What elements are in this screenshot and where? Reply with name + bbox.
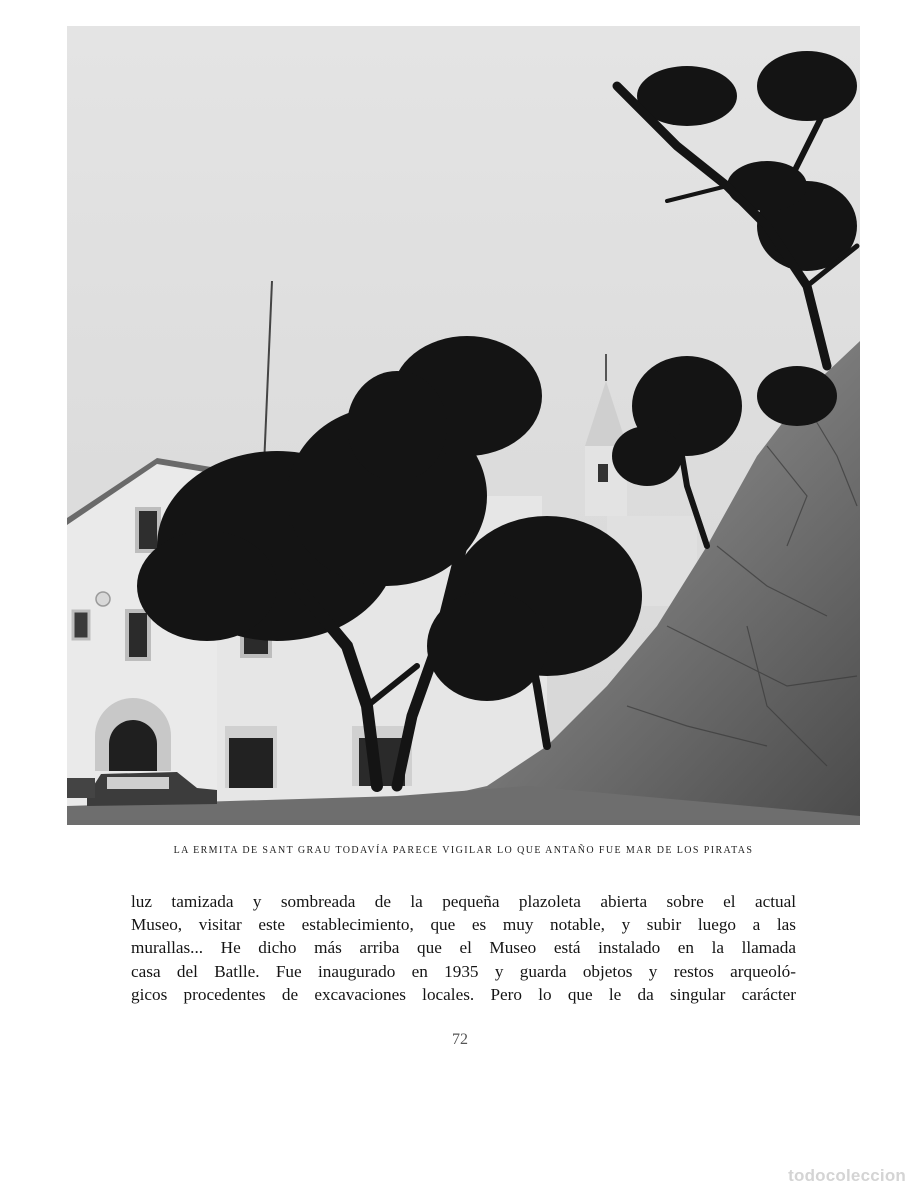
body-line: casa del Batlle. Fue inaugurado en 1935 y guarda objetos y restos arqueoló- [131, 961, 796, 981]
watermark-logo: todocoleccion [788, 1166, 906, 1185]
photo-caption: LA ERMITA DE SANT GRAU TODAVÍA PARECE VIGILAR LO QUE ANTAÑO FUE MAR DE LOS PIRATAS [173, 845, 754, 856]
body-line: luz tamizada y sombreada de la pequeña plazoleta abierta sobre el actual [131, 892, 796, 911]
page-number: 72 [452, 1031, 468, 1048]
body-line: murallas... He dicho más arriba que el Museo está instalado en la llamada [131, 938, 796, 958]
body-paragraph [131, 890, 796, 1006]
hermitage-photo-illustration [67, 26, 860, 825]
body-line: Museo, visitar este establecimiento, que es muy notable, y subir luego a las [131, 915, 796, 935]
body-line: gicos procedentes de excavaciones locales. Pero lo que le da singular carácter [131, 984, 796, 1004]
hermitage-photograph [67, 26, 860, 825]
